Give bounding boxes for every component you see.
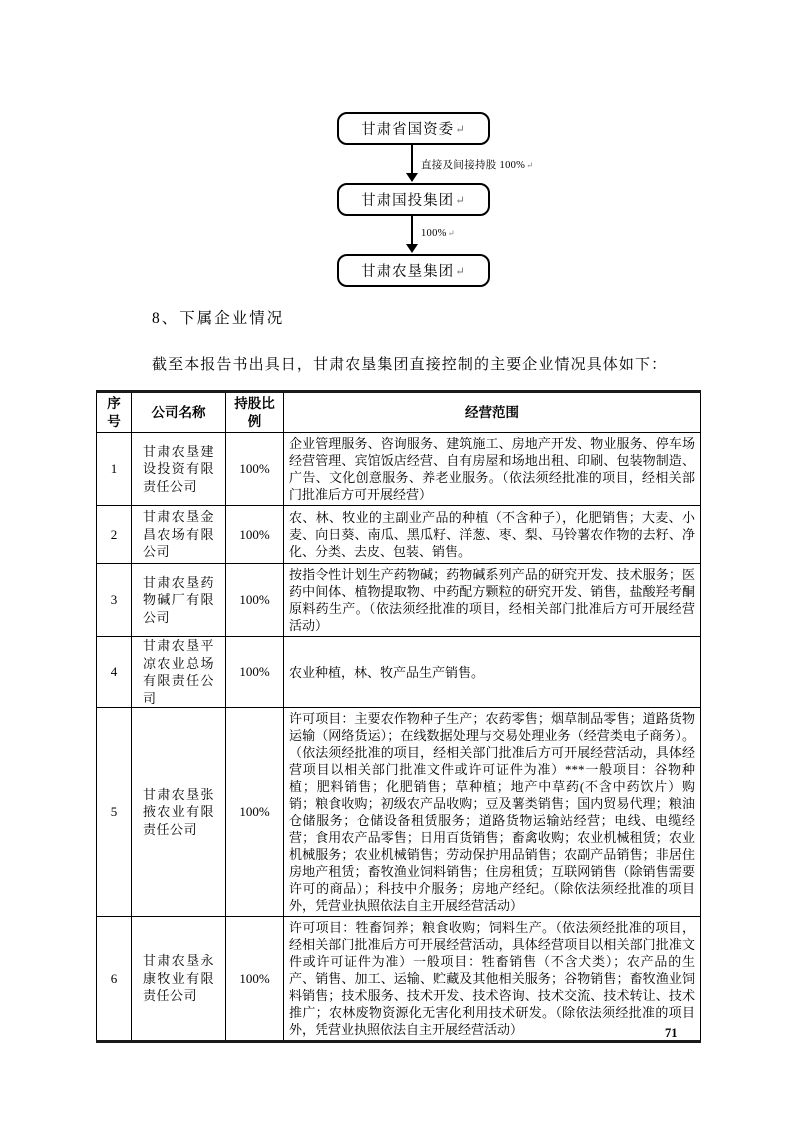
table-row bbox=[97, 708, 701, 917]
flowchart-node-gtic bbox=[337, 183, 490, 216]
row-ratio: 100% bbox=[226, 506, 284, 564]
flowchart-edge-2 bbox=[337, 216, 490, 254]
table-row bbox=[97, 564, 701, 637]
table-row bbox=[97, 433, 701, 506]
row-no: 4 bbox=[97, 637, 132, 708]
row-scope: 许可项目：主要农作物种子生产；农药零售；烟草制品零售；道路货物运输（网络货运）；在线数据处理与交易处理业务（经营类电子商务）。（依法须经批准的项目，经相关部门批准后方可开展经营活动，具体经营项目以相关部门批准文件或许可证件为准）***一般项目：谷物种植；肥料销售；化肥销售；草种植；地产中草药(不含中药饮片）购销；粮食收购；初级农产品收购；豆及薯类销售；国内贸易代理；粮油仓储服务；仓储设备租赁服务；道路货物运输站经营；电线、电缆经营；食用农产品零售；日用百货销售；畜禽收购；农业机械租赁；农业机械服务；农业机械销售；劳动保护用品销售；农副产品销售；非居住房地产租赁；畜牧渔业饲料销售；住房租赁；互联网销售（除销售需要许可的商品）；科技中介服务；房地产经纪。（除依法须经批准的项目外，凭营业执照依法自主开展经营活动） bbox=[284, 708, 701, 917]
row-ratio: 100% bbox=[226, 433, 284, 506]
row-scope: 农、林、牧业的主副业产品的种植（不含种子），化肥销售；大麦、小麦、向日葵、南瓜、黑瓜籽、洋葱、枣、梨、马铃薯农作物的去籽、净化、分类、去皮、包装、销售。 bbox=[284, 506, 701, 564]
row-ratio: 100% bbox=[226, 917, 284, 1042]
row-ratio: 100% bbox=[226, 564, 284, 637]
flowchart-edge-1 bbox=[337, 145, 534, 183]
table-row bbox=[97, 917, 701, 1042]
ownership-flowchart bbox=[337, 112, 534, 287]
edge-label: 100%↵ bbox=[421, 228, 456, 239]
table-row bbox=[97, 506, 701, 564]
table-body bbox=[97, 433, 701, 1042]
column-header-ratio: 持股比例 bbox=[226, 392, 284, 433]
intro-paragraph: 截至本报告书出具日，甘肃农垦集团直接控制的主要企业情况具体如下： bbox=[152, 357, 668, 373]
row-scope: 许可项目：牲畜饲养；粮食收购；饲料生产。（依法须经批准的项目，经相关部门批准后方可开展经营活动，具体经营项目以相关部门批准文件或许可证件为准）一般项目：牲畜销售（不含犬类）；农产品的生产、销售、加工、运输、贮藏及其他相关服务；谷物销售；畜牧渔业饲料销售；技术服务、技术开发、技术咨询、技术交流、技术转让、技术推广；农林废物资源化无害化利用技术研发。（除依法须经批准的项目外，凭营业执照依法自主开展经营活动） bbox=[284, 917, 701, 1042]
flowchart-node-label: 甘肃国投集团 bbox=[361, 193, 455, 209]
row-ratio: 100% bbox=[226, 708, 284, 917]
row-company: 甘肃农垦永康牧业有限责任公司 bbox=[132, 917, 226, 1042]
arrow-down-icon bbox=[406, 244, 418, 253]
row-company: 甘肃农垦平凉农业总场有限责任公司 bbox=[132, 637, 226, 708]
flowchart-node-nongken bbox=[337, 254, 490, 287]
subsidiaries-table bbox=[96, 390, 701, 1043]
row-no: 2 bbox=[97, 506, 132, 564]
paragraph-mark-icon: ↵ bbox=[455, 122, 466, 136]
page-number: 71 bbox=[665, 1026, 678, 1040]
row-ratio: 100% bbox=[226, 637, 284, 708]
column-header-no: 序号 bbox=[97, 392, 132, 433]
row-company: 甘肃农垦建设投资有限责任公司 bbox=[132, 433, 226, 506]
row-company: 甘肃农垦金昌农场有限公司 bbox=[132, 506, 226, 564]
paragraph-mark-icon: ↵ bbox=[447, 229, 456, 238]
row-scope: 按指令性计划生产药物碱；药物碱系列产品的研究开发、技术服务；医药中间体、植物提取物、中药配方颗粒的研究开发、销售，盐酸羟考酮原料药生产。（依法须经批准的项目，经相关部门批准后方可开展经营活动） bbox=[284, 564, 701, 637]
arrow-line bbox=[411, 216, 413, 245]
row-no: 6 bbox=[97, 917, 132, 1042]
row-no: 3 bbox=[97, 564, 132, 637]
table-header-row bbox=[97, 392, 701, 433]
row-no: 1 bbox=[97, 433, 132, 506]
arrow-down-icon bbox=[406, 173, 418, 182]
row-company: 甘肃农垦张掖农业有限责任公司 bbox=[132, 708, 226, 917]
paragraph-mark-icon: ↵ bbox=[526, 161, 534, 170]
flowchart-node-label: 甘肃省国资委 bbox=[361, 122, 455, 138]
flowchart-node-label: 甘肃农垦集团 bbox=[361, 264, 455, 280]
edge-label: 直接及间接持股 100%↵ bbox=[421, 160, 534, 171]
paragraph-mark-icon: ↵ bbox=[455, 264, 466, 278]
row-scope: 企业管理服务、咨询服务、建筑施工、房地产开发、物业服务、停车场经营管理、宾馆饭店经营、自有房屋和场地出租、印刷、包装物制造、广告、文化创意服务、养老业服务。（依法须经批准的项目，经相关部门批准后方可开展经营） bbox=[284, 433, 701, 506]
paragraph-mark-icon: ↵ bbox=[455, 193, 466, 207]
table-row bbox=[97, 637, 701, 708]
column-header-scope: 经营范围 bbox=[284, 392, 701, 433]
flowchart-node-sasac bbox=[337, 112, 490, 145]
column-header-company: 公司名称 bbox=[132, 392, 226, 433]
row-scope: 农业种植，林、牧产品生产销售。 bbox=[284, 637, 701, 708]
arrow-line bbox=[411, 145, 413, 174]
row-no: 5 bbox=[97, 708, 132, 917]
row-company: 甘肃农垦药物碱厂有限公司 bbox=[132, 564, 226, 637]
section-heading: 8、下属企业情况 bbox=[152, 310, 285, 327]
